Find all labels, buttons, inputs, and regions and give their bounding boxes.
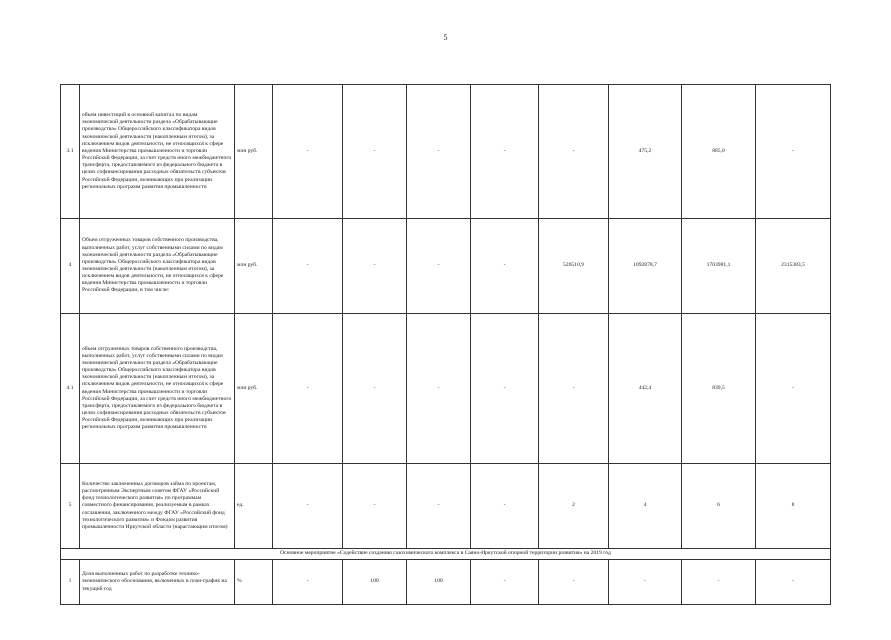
unit-cell: ед.	[235, 464, 273, 549]
value-cell: -	[756, 314, 831, 464]
value-cell: 6	[682, 464, 756, 549]
value-cell: -	[756, 560, 831, 605]
value-cell: 1703981,1	[682, 219, 756, 314]
value-cell: -	[407, 85, 471, 219]
value-cell: -	[756, 85, 831, 219]
row-number: 1	[61, 560, 80, 605]
section-row	[61, 549, 831, 560]
value-cell: -	[471, 464, 539, 549]
value-cell: -	[343, 314, 407, 464]
indicator-description: Объем отгруженных товаров собственного производства, выполненных работ, услуг собственными силами по видам экономической деятельности раздела «Обрабатывающие производства» Общероссийского классификатора видов экономической деятельности (накопленным итогом), за исключением видов деятельности, не относящихся к сфере ведения Министерства промышленности и торговли Российской Федерации, в том числе:	[80, 219, 235, 314]
indicator-description: объем отгруженных товаров собственного производства, выполненных работ, услуг собственными силами по видам экономической деятельности раздела «Обрабатывающие производства» Общероссийского классификатора видов экономической деятельности (накопленным итогом), за исключением видов деятельности, не относящихся к сфере ведения Министерства промышленности и торговли Российской Федерации, за счет средств иного межбюджетного трансферта, предоставляемого из федерального бюджета в целях софинансирования расходных обязательств субъектов Российской Федерации, возникающих при реализации региональных программ развития промышленности	[80, 314, 235, 464]
value-cell: -	[471, 560, 539, 605]
value-cell: 475,2	[609, 85, 682, 219]
table-row	[61, 464, 831, 549]
value-cell: 100	[407, 560, 471, 605]
value-cell: -	[273, 219, 343, 314]
value-cell: -	[539, 314, 609, 464]
value-cell: -	[539, 560, 609, 605]
value-cell: -	[471, 85, 539, 219]
value-cell: -	[609, 560, 682, 605]
value-cell: 4	[609, 464, 682, 549]
indicators-table	[60, 84, 831, 605]
value-cell: 526510,9	[539, 219, 609, 314]
table-row	[61, 314, 831, 464]
value-cell: -	[273, 560, 343, 605]
value-cell: 2315383,5	[756, 219, 831, 314]
row-number: 4.1	[61, 314, 80, 464]
value-cell: -	[273, 85, 343, 219]
value-cell: 1092878,7	[609, 219, 682, 314]
value-cell: -	[682, 560, 756, 605]
row-number: 4	[61, 219, 80, 314]
unit-cell: %	[235, 560, 273, 605]
unit-cell: млн руб.	[235, 85, 273, 219]
unit-cell: млн руб.	[235, 219, 273, 314]
value-cell: -	[343, 464, 407, 549]
indicator-description: Количество заключенных договоров займа по проектам, рассмотренным Экспертным советом ФГАУ «Российский фонд технологического развития» по программам совместного финансирования, реализуемым в рамках соглашения, заключенного между ФГАУ «Российский фонд технологического развития» и Фондом развития промышленности Иркутской области (нарастающим итогом)	[80, 464, 235, 549]
page-number: 5	[443, 33, 448, 42]
value-cell: 8	[756, 464, 831, 549]
unit-cell: млн руб.	[235, 314, 273, 464]
value-cell: -	[407, 464, 471, 549]
value-cell: -	[343, 85, 407, 219]
value-cell: 885,0	[682, 85, 756, 219]
value-cell: -	[407, 314, 471, 464]
value-cell: -	[471, 219, 539, 314]
table-row	[61, 219, 831, 314]
value-cell: 100	[343, 560, 407, 605]
value-cell: -	[407, 219, 471, 314]
value-cell: 2	[539, 464, 609, 549]
value-cell: 839,5	[682, 314, 756, 464]
value-cell: 442,4	[609, 314, 682, 464]
row-number: 5	[61, 464, 80, 549]
row-number: 3.1	[61, 85, 80, 219]
value-cell: -	[273, 314, 343, 464]
value-cell: -	[273, 464, 343, 549]
value-cell: -	[471, 314, 539, 464]
indicator-description: объем инвестиций в основной капитал по видам экономической деятельности раздела «Обрабатывающие производства» Общероссийского классификатора видов экономической деятельности (накопленным итогом), за исключением видов деятельности, не относящихся к сфере ведения Министерства промышленности и торговли Российской Федерации, за счет средств иного межбюджетного трансферта, предоставляемого из федерального бюджета в целях софинансирования расходных обязательств субъектов Российской Федерации, возникающих при реализации региональных программ развития промышленности	[80, 85, 235, 219]
table-row	[61, 85, 831, 219]
value-cell: -	[343, 219, 407, 314]
indicator-description: Доля выполненных работ по разработке технико-экономического обоснования, включенных в план-график на текущий год	[80, 560, 235, 605]
value-cell: -	[539, 85, 609, 219]
section-title: Основное мероприятие «Содействие созданию газохимического комплекса в Саяно-Иркутской опорной территории развития» на 2019 год	[61, 549, 831, 560]
table-row	[61, 560, 831, 605]
